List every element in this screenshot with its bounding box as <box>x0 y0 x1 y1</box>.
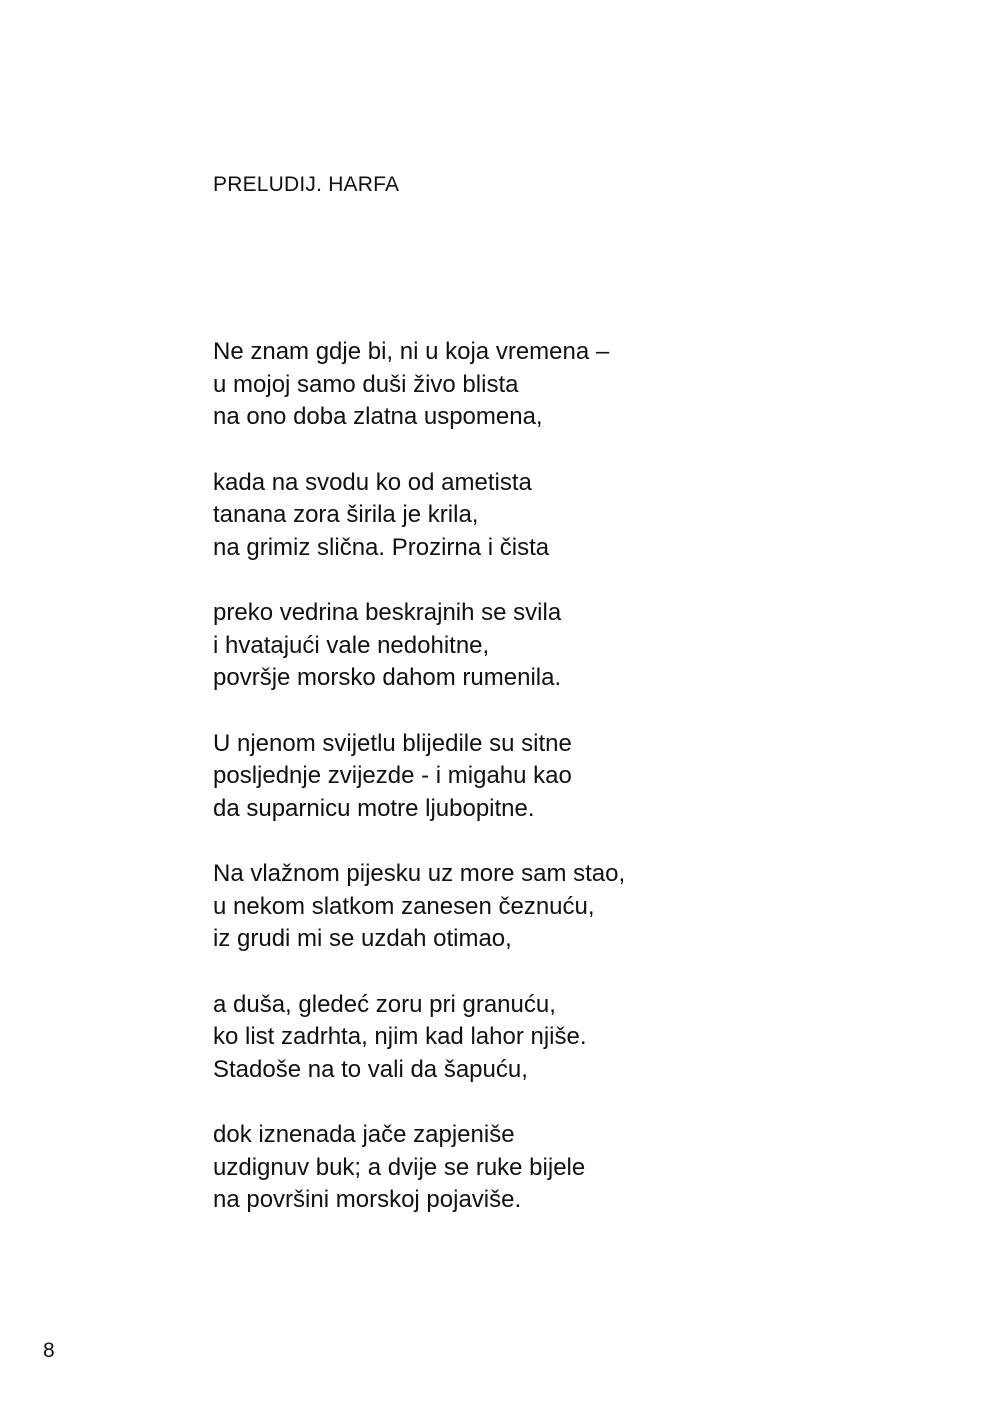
poem-line: U njenom svijetlu blijedile su sitne <box>213 729 572 757</box>
stanza-7 <box>213 1119 913 1217</box>
poem-line: ko list zadrhta, njim kad lahor njiše. <box>213 1023 587 1050</box>
stanza-3 <box>213 597 913 695</box>
poem-line: Na vlažnom pijesku uz more sam stao, <box>213 860 626 887</box>
poem-line: iz grudi mi se uzdah otimao, <box>213 925 512 952</box>
page-number: 8 <box>43 1339 55 1362</box>
poem-line: površje morsko dahom rumenila. <box>213 664 562 691</box>
poem-line: da suparnicu motre ljubopitne. <box>213 794 535 822</box>
poem-line: u mojoj samo duši živo blista <box>213 370 519 398</box>
poem-line: Stadoše na to vali da šapuću, <box>213 1055 528 1083</box>
poem-line: a duša, gledeć zoru pri granuću, <box>213 990 556 1018</box>
poem-line: na grimiz slična. Prozirna i čista <box>213 533 550 561</box>
poem-line: Ne znam gdje bi, ni u koja vremena – <box>213 338 610 365</box>
poem-line: tanana zora širila je krila, <box>213 501 479 528</box>
poem-line: posljednje zvijezde - i migahu kao <box>213 762 572 789</box>
poem-line: uzdignuv buk; a dvije se ruke bijele <box>213 1153 586 1181</box>
stanza-1 <box>213 336 913 434</box>
poem-line: kada na svodu ko od ametista <box>213 468 532 496</box>
poem-line: u nekom slatkom zanesen čeznuću, <box>213 892 595 920</box>
poem-body <box>213 336 913 1250</box>
poem-title: PRELUDIJ. HARFA <box>213 173 400 196</box>
poem-line: i hvatajući vale nedohitne, <box>213 631 490 659</box>
poem-line: preko vedrina beskrajnih se svila <box>213 599 562 626</box>
stanza-4 <box>213 728 913 826</box>
poem-line: na ono doba zlatna uspomena, <box>213 403 543 430</box>
stanza-5 <box>213 858 913 956</box>
poem-line: na površini morskoj pojaviše. <box>213 1186 522 1213</box>
stanza-2 <box>213 467 913 565</box>
poem-line: dok iznenada jače zapjeniše <box>213 1121 515 1148</box>
stanza-6 <box>213 989 913 1087</box>
